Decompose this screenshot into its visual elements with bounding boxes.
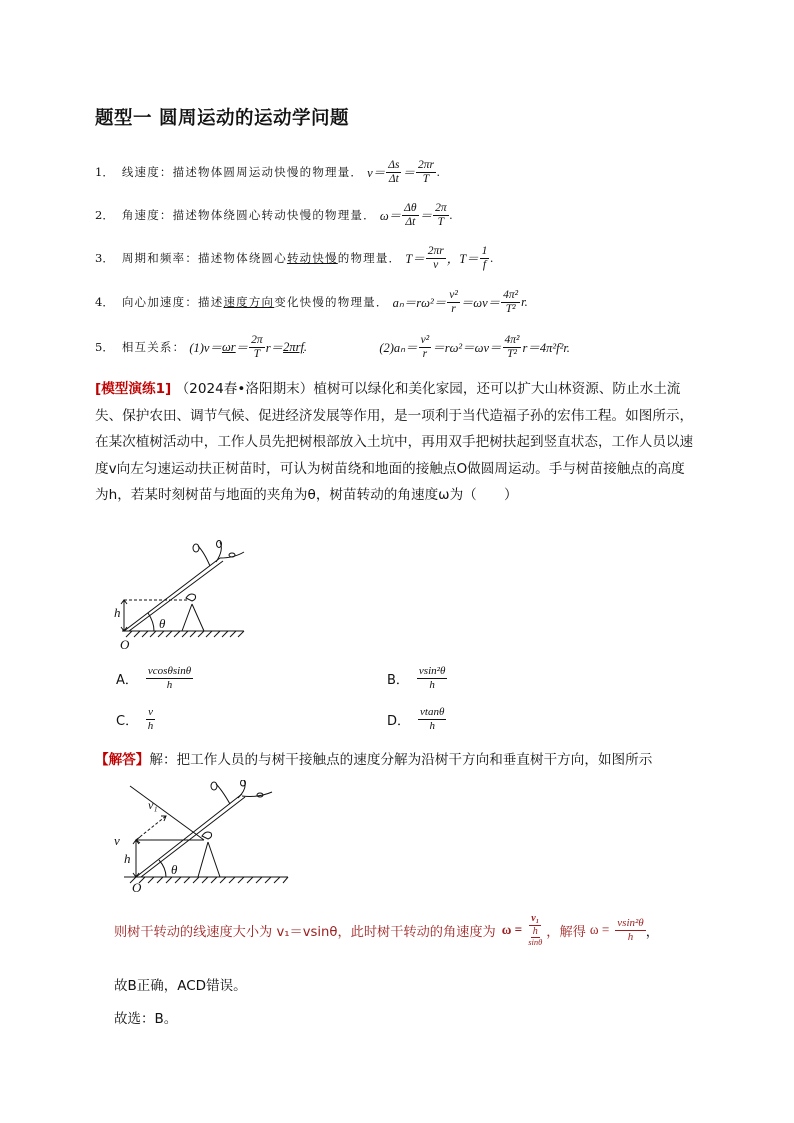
solution-text: ，解得 (546, 924, 586, 940)
solution-line-2: 故B正确，ACD错误。 (114, 978, 247, 994)
formula-1 (189, 334, 375, 359)
numerator: 2πr (417, 159, 434, 172)
omega-equals: ω = (589, 922, 610, 938)
formula-part: v＝ (367, 166, 386, 180)
numerator: 1 (481, 245, 488, 258)
numerator: vcosθsinθ (147, 665, 192, 677)
numerator: 2π (251, 334, 263, 347)
label-theta: θ (159, 616, 166, 631)
fraction (402, 202, 418, 227)
numerator: v² (420, 334, 430, 347)
option-d[interactable] (387, 706, 446, 732)
denominator: T (437, 215, 445, 228)
perpendicular-line (130, 786, 204, 840)
denominator: v (433, 258, 439, 271)
formula-part: . (490, 250, 494, 265)
item-number: 5． (95, 340, 114, 354)
formula (367, 159, 440, 184)
formula-part: . (436, 164, 441, 179)
label-v: v (114, 833, 120, 848)
solution-text: ， (645, 924, 659, 940)
label-h: h (124, 851, 131, 866)
branch (198, 546, 210, 566)
omega-fraction-2 (615, 917, 645, 943)
formula-part: ，T＝ (446, 252, 479, 266)
item-number: 3． (95, 251, 114, 265)
formula-part: ＝ (235, 341, 249, 355)
numerator: vsin²θ (418, 665, 446, 677)
formula-part: ＝rω²＝ωv＝ (432, 341, 502, 355)
tree-figure-2 (112, 780, 292, 892)
item-text: 角速度：描述物体绕圆心转动快慢的物理量． (121, 208, 376, 222)
denominator: h (147, 719, 154, 732)
tree-trunk (124, 558, 220, 631)
denominator: f (482, 258, 487, 271)
numerator: v (148, 706, 153, 718)
formula-part: ＝ (419, 209, 433, 223)
formula-part: . (449, 207, 453, 222)
item-text: 相互关系： (121, 340, 186, 354)
numerator: Δs (388, 159, 400, 172)
omega-equals: ω = (501, 922, 523, 938)
problem-text (95, 376, 695, 509)
formula (393, 289, 528, 314)
ground-hatching (126, 631, 244, 637)
formula-part: ＝ (402, 166, 415, 180)
formula-2 (379, 334, 570, 359)
numerator: Δθ (404, 202, 417, 215)
item-number: 1． (95, 165, 114, 179)
denominator: r (422, 347, 428, 360)
v1-component (136, 816, 166, 840)
middle-term: h (532, 925, 538, 937)
formula-part: (1)v＝ (189, 341, 222, 355)
denominator: Δt (405, 215, 416, 228)
label-theta: θ (171, 862, 178, 877)
numerator: 4π² (504, 334, 520, 347)
answer-intro-text: 解：把工作人员的与树干接触点的速度分解为沿树干方向和垂直树干方向，如图所示 (149, 752, 653, 768)
text-part: 变化快慢的物理量． (274, 295, 389, 309)
option-fraction (146, 665, 193, 691)
denominator: Δt (388, 172, 399, 185)
item-number: 2． (95, 208, 114, 222)
fraction (447, 289, 460, 314)
hand (186, 594, 196, 601)
denominator: T (422, 172, 430, 185)
numerator: 4π² (503, 289, 519, 302)
item-4 (95, 287, 528, 317)
label-O: O (132, 880, 142, 895)
fraction (419, 334, 432, 359)
answer-intro (95, 747, 715, 774)
formula-part: . (303, 339, 308, 354)
numerator: 2πr (427, 245, 444, 258)
formula-part: r＝ (265, 341, 284, 355)
denominator: r (451, 302, 456, 315)
denominator: T² (505, 302, 516, 315)
fraction (503, 334, 522, 359)
label-O: O (120, 637, 130, 652)
solution-text: 则树干转动的线速度大小为 v₁＝vsinθ，此时树干转动的角速度为 (114, 924, 496, 940)
numerator: v₁ (531, 913, 540, 924)
formula-part: r. (521, 294, 528, 309)
item-2 (95, 200, 453, 230)
item-text (122, 294, 389, 310)
label-v1: v₁ (148, 798, 158, 812)
denominator: sinθ (528, 937, 543, 947)
fraction (426, 245, 446, 270)
section-title: 题型一 圆周运动的运动学问题 (95, 108, 349, 129)
text-part: 向心加速度：描述 (121, 295, 224, 309)
fraction (480, 245, 490, 270)
tree-figure-1 (112, 538, 247, 652)
option-label: B． (387, 672, 409, 688)
option-fraction (418, 706, 446, 732)
fraction (433, 202, 449, 227)
branch (216, 784, 230, 804)
text-part: 周期和频率：描述物体绕圆心 (121, 251, 287, 265)
formula-part: ω＝ (379, 209, 402, 223)
formula-part: T＝ (405, 252, 425, 266)
fraction (501, 289, 520, 314)
numerator: vtanθ (420, 706, 445, 718)
option-fraction (146, 706, 155, 732)
option-a[interactable] (116, 665, 193, 691)
option-label: C． (116, 713, 139, 729)
formula-part: ＝ωv＝ (460, 296, 501, 310)
hand (202, 832, 212, 839)
fraction (416, 159, 436, 184)
option-label: A． (116, 672, 138, 688)
fraction (386, 159, 401, 184)
option-fraction (417, 665, 447, 691)
option-label: D． (387, 713, 411, 729)
problem-tag: [模型演练1] (95, 381, 172, 397)
item-text (122, 250, 401, 266)
denominator: T (253, 347, 261, 360)
omega-fraction-1 (528, 913, 542, 948)
solution-line-3: 故选：B。 (114, 1011, 178, 1027)
option-b[interactable] (387, 665, 447, 691)
formula (405, 245, 493, 270)
option-c[interactable] (116, 706, 155, 732)
item-number: 4． (95, 295, 114, 309)
fraction (249, 334, 265, 359)
formula-part: r＝4π²f²r. (522, 341, 570, 355)
formula-part: (2)aₙ＝ (379, 341, 418, 355)
item-text: 线速度：描述物体圆周运动快慢的物理量． (121, 165, 364, 179)
denominator: h (166, 678, 173, 691)
problem-body: （2024春•洛阳期末）植树可以绿化和美化家园，还可以扩大山林资源、防止水土流失、保护农田、调节气候、促进经济发展等作用，是一项利于当代造福子孙的宏伟工程。如图所示，在某次植树活动中，工作人员先把树根部放入土坑中，再用双手把树扶起到竖直状态，工作人员以速度v向左匀速运动扶正树苗时，可认为树苗绕和地面的接触点O做圆周运动。手与树苗接触点的高度为h，若某时刻树苗与地面的夹角为θ，树苗转动的角速度ω为（ ） (95, 381, 694, 503)
label-h: h (114, 605, 121, 620)
solution-line-1 (114, 913, 659, 948)
ground-hatching (130, 877, 288, 883)
underlined-text: ωr (221, 339, 236, 354)
numerator: vsin²θ (617, 917, 644, 930)
item-3 (95, 243, 494, 273)
denominator: h (429, 719, 435, 732)
numerator: 2π (435, 202, 447, 215)
formula-part: aₙ＝rω²＝ (392, 296, 447, 310)
answer-tag: 【解答】 (95, 752, 150, 768)
underlined-text: 速度方向 (223, 295, 275, 309)
item-5 (95, 332, 570, 362)
item-1 (95, 157, 440, 187)
denominator: h (627, 930, 634, 943)
formula (380, 202, 453, 227)
underlined-text: 2πrf (283, 339, 304, 354)
numerator: v² (449, 289, 458, 302)
denominator: h (429, 678, 435, 691)
text-part: 的物理量． (337, 251, 402, 265)
denominator: T² (507, 347, 517, 360)
underlined-text: 转动快慢 (286, 251, 338, 265)
